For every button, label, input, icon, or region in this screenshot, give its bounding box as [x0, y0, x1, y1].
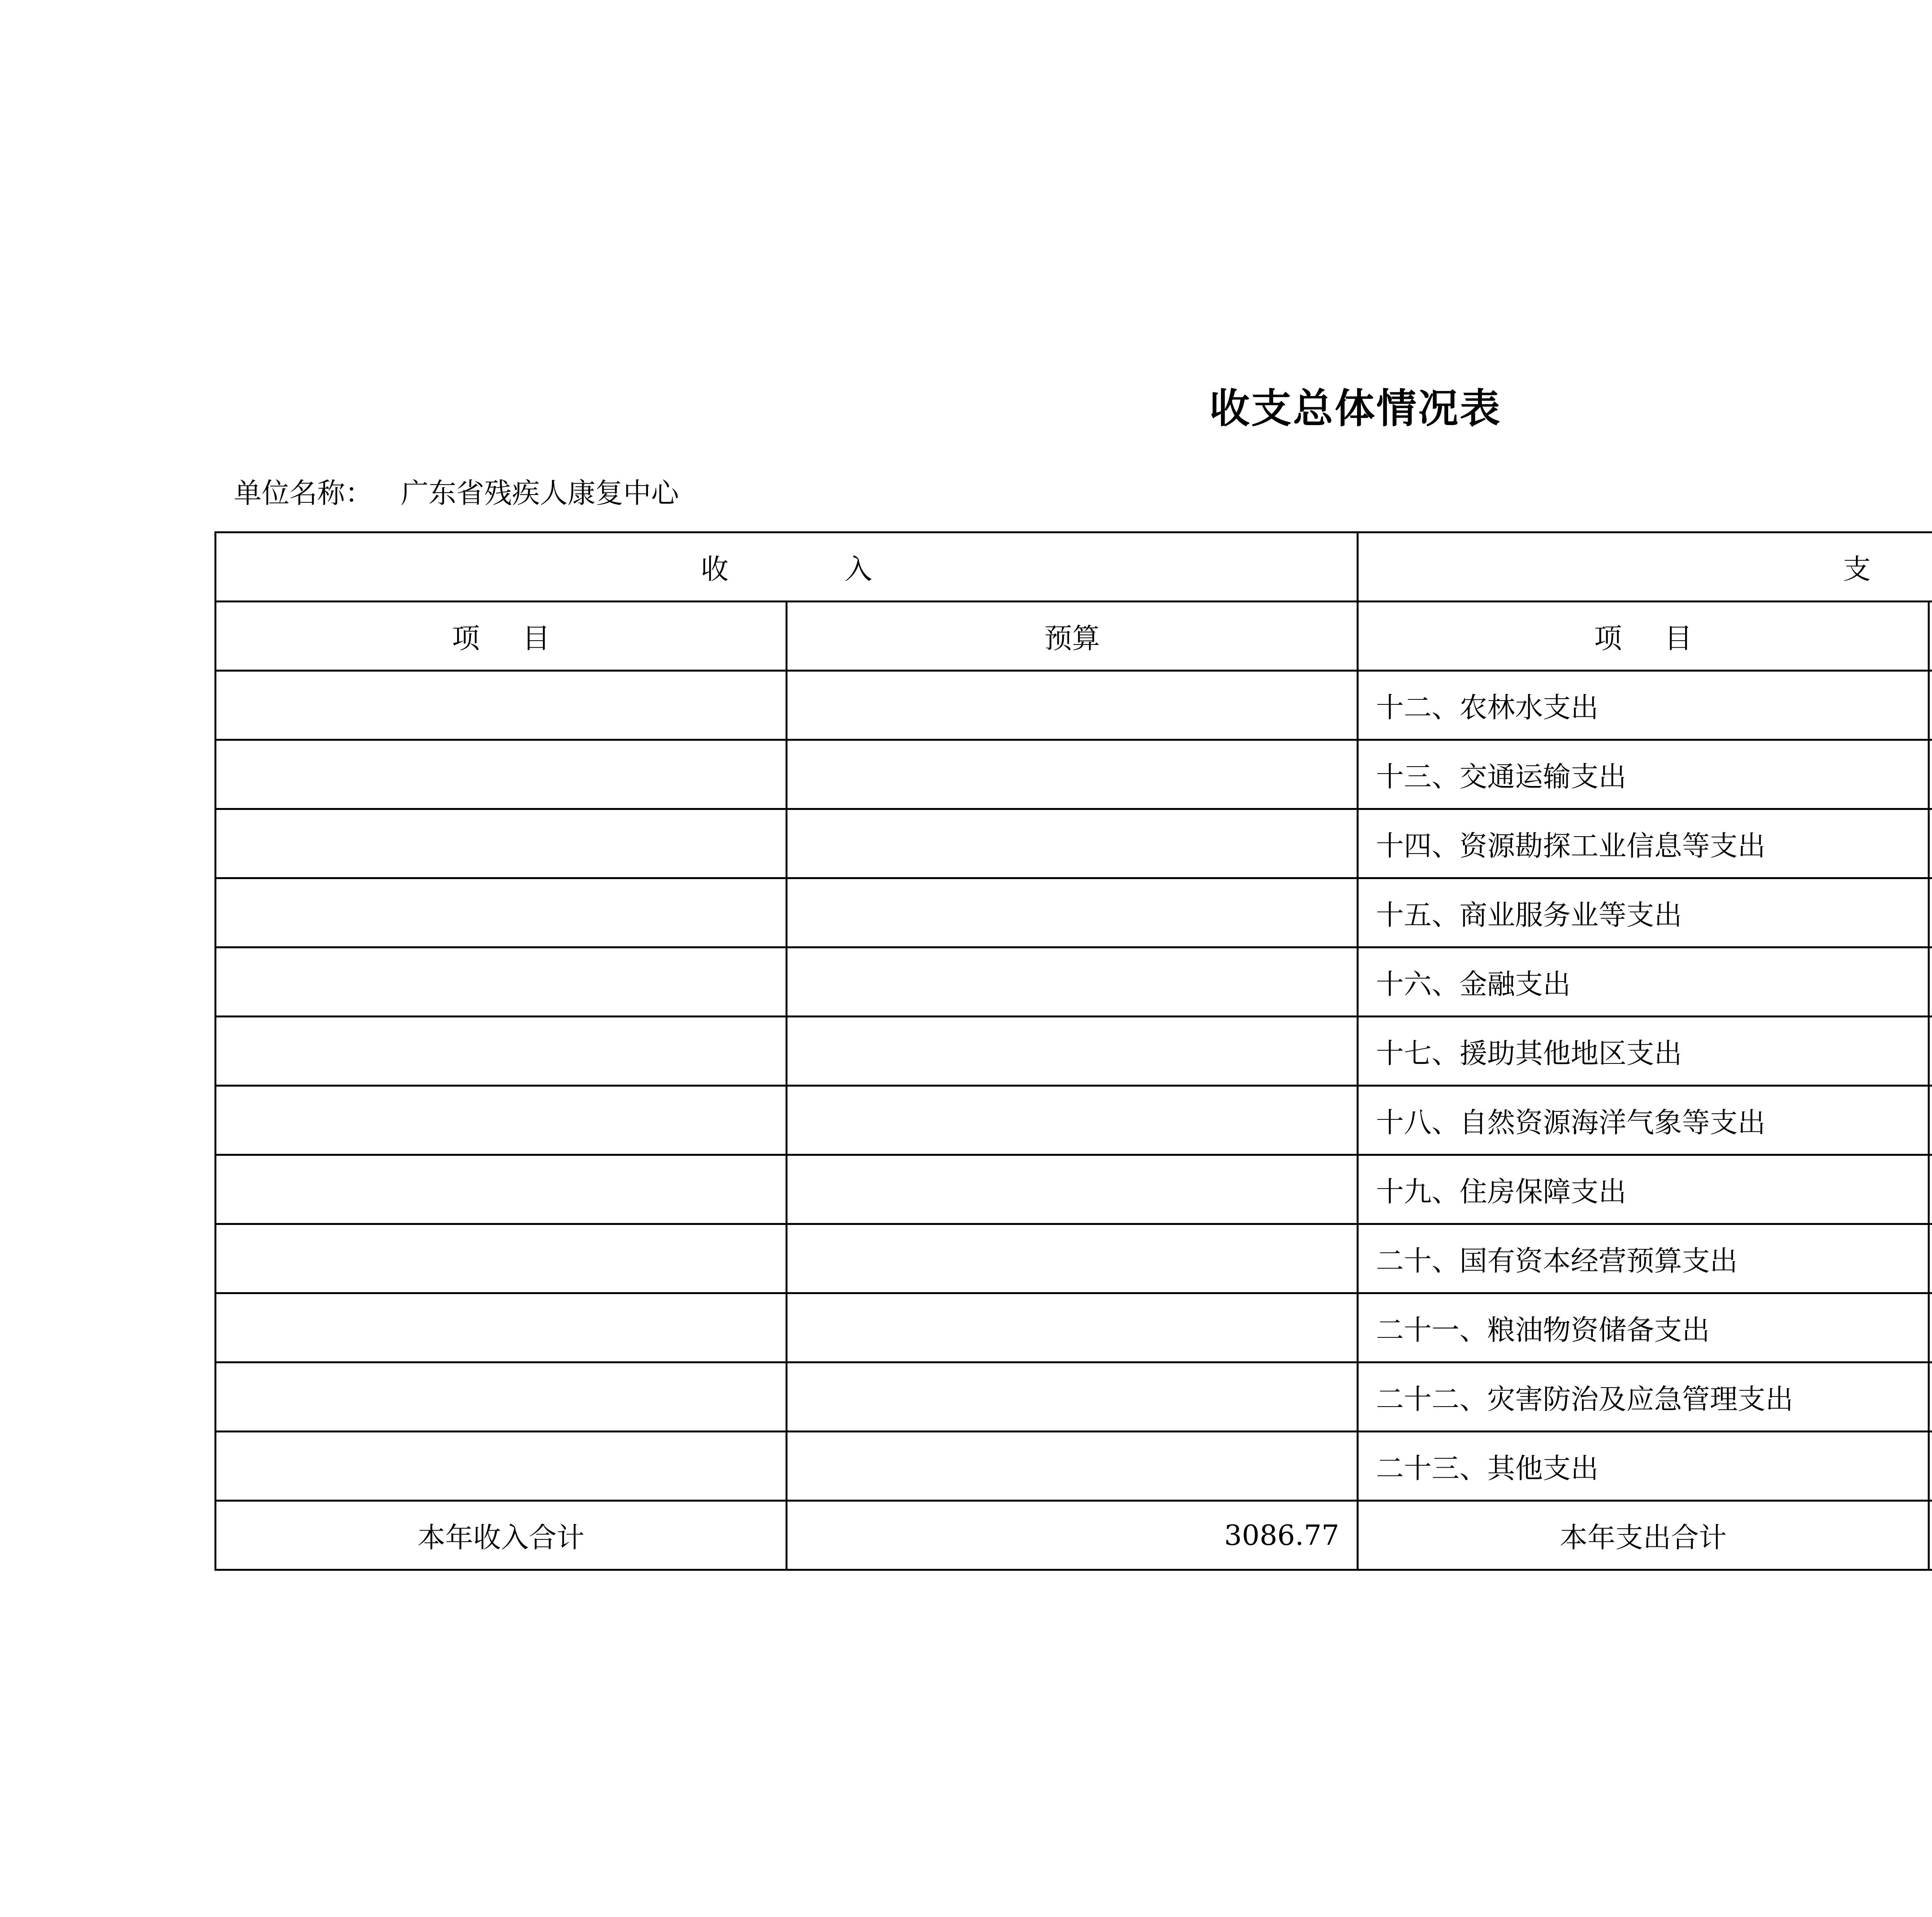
income-budget-cell	[787, 878, 1358, 947]
expense-item-cell: 十八、自然资源海洋气象等支出	[1358, 1086, 1929, 1155]
income-budget-cell	[787, 1362, 1358, 1432]
expense-item-cell: 二十、国有资本经营预算支出	[1358, 1224, 1929, 1293]
expense-section-header: 支	[1358, 532, 1932, 602]
unit-name-line	[234, 479, 679, 507]
income-budget-cell	[787, 671, 1358, 740]
table-row	[216, 671, 1932, 740]
income-section-header: 收 入	[216, 532, 1358, 602]
expense-budget-cell	[1929, 1432, 1932, 1501]
expense-item-cell: 十五、商业服务业等支出	[1358, 878, 1929, 947]
income-budget-cell	[787, 1432, 1358, 1501]
expense-budget-cell	[1929, 1362, 1932, 1432]
income-budget-cell	[787, 1155, 1358, 1224]
table-row	[216, 1155, 1932, 1224]
expense-item-cell: 十七、援助其他地区支出	[1358, 1017, 1929, 1086]
header-row-sections	[216, 532, 1932, 602]
unit-name-value: 广东省残疾人康复中心	[401, 477, 679, 509]
expense-item-cell: 二十三、其他支出	[1358, 1432, 1929, 1501]
income-item-cell	[216, 671, 787, 740]
income-item-cell	[216, 878, 787, 947]
expense-budget-cell	[1929, 740, 1932, 809]
expense-budget-cell	[1929, 1155, 1932, 1224]
income-budget-header: 预算	[787, 602, 1358, 671]
income-item-cell	[216, 1362, 787, 1432]
income-item-cell	[216, 1432, 787, 1501]
income-item-cell	[216, 1017, 787, 1086]
total-row	[216, 1501, 1932, 1570]
expense-item-cell: 十九、住房保障支出	[1358, 1155, 1929, 1224]
income-budget-cell	[787, 740, 1358, 809]
income-item-cell	[216, 1293, 787, 1362]
expense-budget-cell	[1929, 809, 1932, 878]
income-item-cell	[216, 740, 787, 809]
income-item-cell	[216, 1086, 787, 1155]
unit-name-label: 单位名称：	[234, 477, 373, 509]
table-row	[216, 1293, 1932, 1362]
expense-total-label: 本年支出合计	[1358, 1501, 1929, 1570]
income-budget-cell	[787, 1293, 1358, 1362]
expense-budget-cell	[1929, 1293, 1932, 1362]
table-row	[216, 1086, 1932, 1155]
expense-item-cell: 十二、农林水支出	[1358, 671, 1929, 740]
table-row	[216, 1017, 1932, 1086]
income-budget-cell	[787, 809, 1358, 878]
table-row	[216, 1224, 1932, 1293]
table-row	[216, 1432, 1932, 1501]
income-item-cell	[216, 1224, 787, 1293]
income-total-value: 3086.77	[787, 1501, 1358, 1570]
document-title: 收支总体情况表	[1209, 385, 1502, 432]
expense-budget-header	[1929, 602, 1932, 671]
expense-total-value	[1929, 1501, 1932, 1570]
expense-item-cell: 二十一、粮油物资储备支出	[1358, 1293, 1929, 1362]
budget-table	[214, 531, 1932, 1571]
expense-budget-cell	[1929, 878, 1932, 947]
income-item-header: 项 目	[216, 602, 787, 671]
expense-budget-cell	[1929, 947, 1932, 1017]
income-item-cell	[216, 809, 787, 878]
income-budget-cell	[787, 1017, 1358, 1086]
income-total-label: 本年收入合计	[216, 1501, 787, 1570]
income-budget-cell	[787, 947, 1358, 1017]
income-item-cell	[216, 947, 787, 1017]
table-row	[216, 740, 1932, 809]
expense-item-cell: 十六、金融支出	[1358, 947, 1929, 1017]
expense-item-cell: 十三、交通运输支出	[1358, 740, 1929, 809]
expense-budget-cell	[1929, 1224, 1932, 1293]
income-item-cell	[216, 1155, 787, 1224]
expense-budget-cell	[1929, 671, 1932, 740]
income-budget-cell	[787, 1224, 1358, 1293]
income-budget-cell	[787, 1086, 1358, 1155]
table-row	[216, 809, 1932, 878]
expense-item-header: 项 目	[1358, 602, 1929, 671]
expense-item-cell: 十四、资源勘探工业信息等支出	[1358, 809, 1929, 878]
table-row	[216, 947, 1932, 1017]
expense-budget-cell	[1929, 1086, 1932, 1155]
header-row-columns	[216, 602, 1932, 671]
expense-budget-cell	[1929, 1017, 1932, 1086]
expense-item-cell: 二十二、灾害防治及应急管理支出	[1358, 1362, 1929, 1432]
table-row	[216, 878, 1932, 947]
table-row	[216, 1362, 1932, 1432]
